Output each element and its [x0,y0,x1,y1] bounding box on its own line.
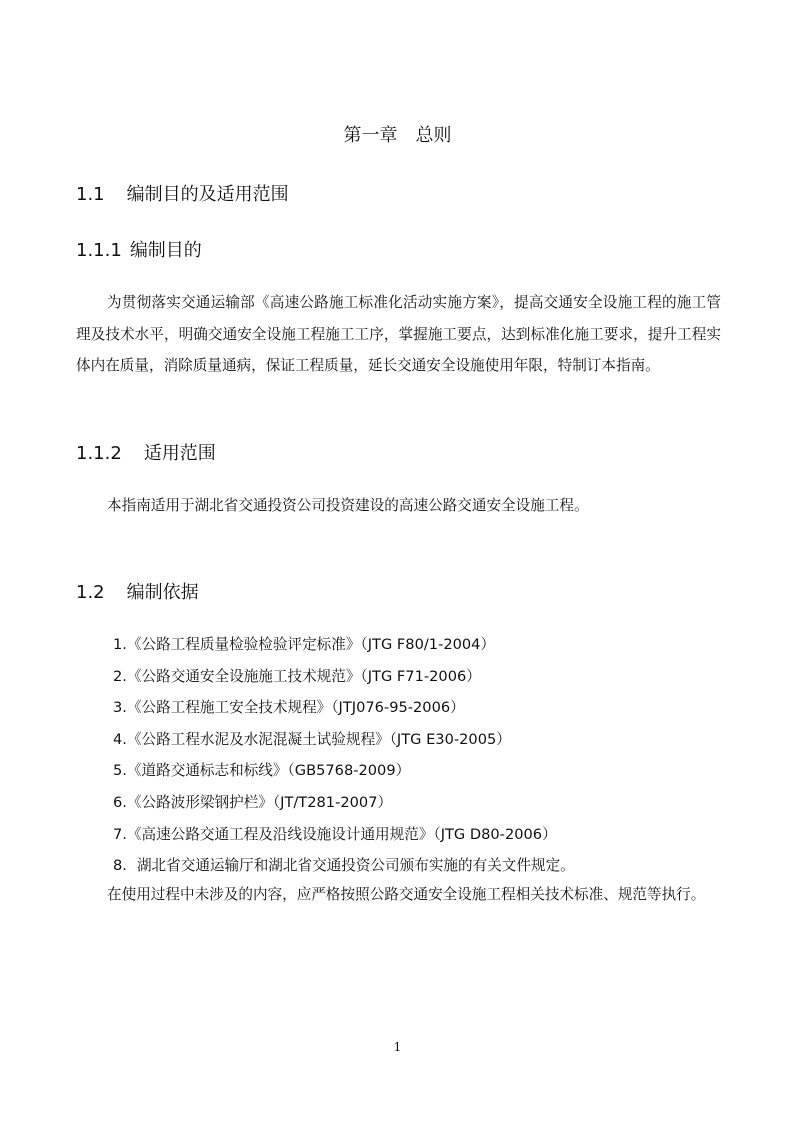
scope-paragraph: 本指南适用于湖北省交通投资公司投资建设的高速公路交通安全设施工程。 [107,497,589,514]
list-item: 8. 湖北省交通运输厅和湖北省交通投资公司颁布实施的有关文件规定。 [113,857,575,875]
section-number: 1.1.2 [76,443,122,464]
chapter-title: 第一章 总则 [343,125,452,146]
section-number: 1.2 [76,582,105,603]
list-item: 5.《道路交通标志和标线》（GB5768-2009） [113,762,411,780]
section-1-2-heading [76,578,199,604]
section-number: 1.1 [76,184,105,205]
list-item: 6.《公路波形梁钢护栏》（JT/T281-2007） [113,793,393,811]
section-1-1-2-heading [76,439,216,465]
section-title: 编制目的及适用范围 [126,184,289,205]
section-1-1-heading [76,180,289,206]
section-title: 编制目的 [129,240,202,261]
purpose-paragraph: 为贯彻落实交通运输部《高速公路施工标准化活动实施方案》，提高交通安全设施工程的施工管理及技术水平，明确交通安全设施工程施工工序，掌握施工要点，达到标准化施工要求，提升工程实体内在质量，消除质量通病，保证工程质量，延长交通安全设施使用年限，特制订本指南。 [76,294,721,374]
closing-paragraph: 在使用过程中未涉及的内容，应严格按照公路交通安全设施工程相关技术标准、规范等执行。 [107,886,706,903]
list-item: 4.《公路工程水泥及水泥混凝土试验规程》（JTG E30-2005） [113,730,511,748]
page-number: 1 [393,1040,402,1054]
list-item: 2.《公路交通安全设施施工技术规范》（JTG F71-2006） [113,667,481,685]
section-1-1-1-heading [76,236,202,262]
reference-list [113,629,575,882]
list-item: 1.《公路工程质量检验检验评定标准》（JTG F80/1-2004） [113,636,496,653]
list-item: 7.《高速公路交通工程及沿线设施设计通用规范》（JTG D80-2006） [113,825,557,843]
section-title: 编制依据 [126,582,199,603]
section-title: 适用范围 [143,443,216,464]
section-number: 1.1.1 [76,240,122,261]
list-item: 3.《公路工程施工安全技术规程》（JTJ076-95-2006） [113,699,465,717]
